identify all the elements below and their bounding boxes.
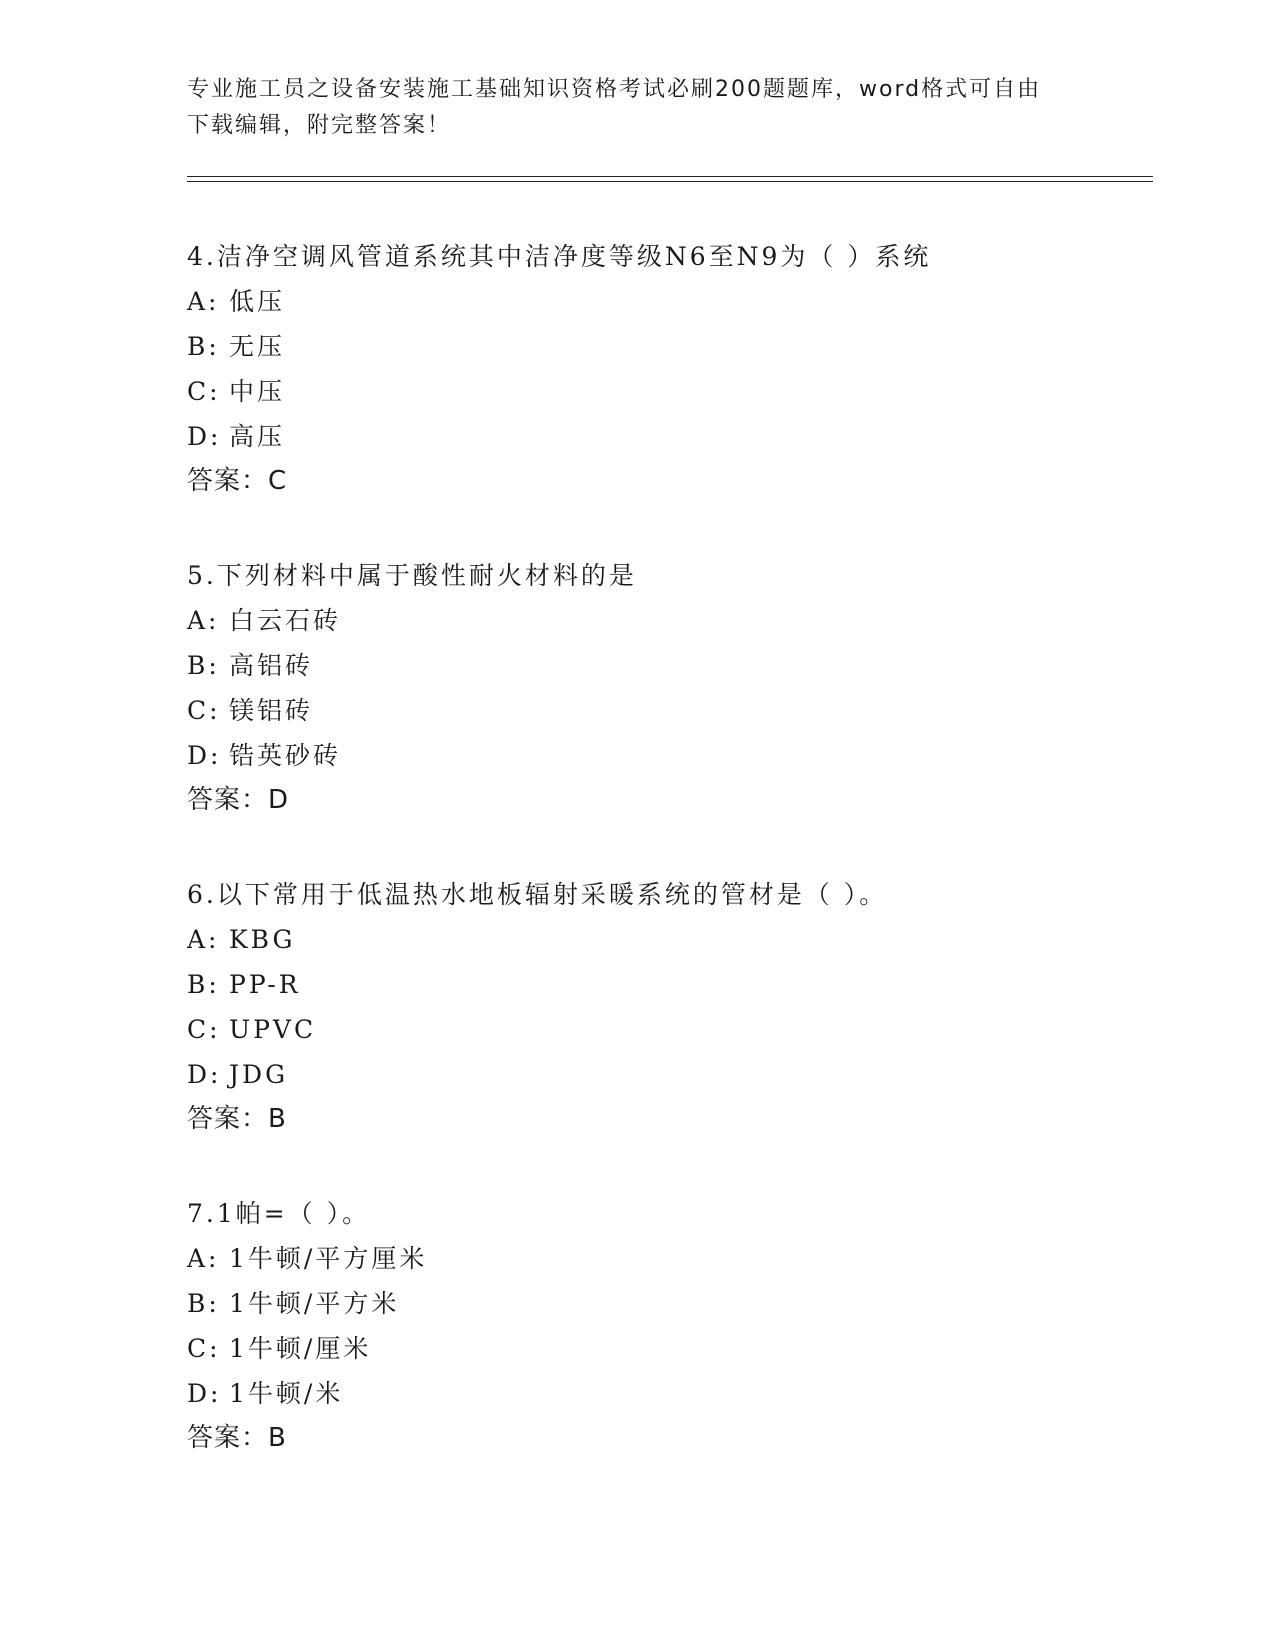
option-text: 白云石砖 bbox=[229, 606, 342, 635]
option-d bbox=[187, 414, 1167, 459]
question-7 bbox=[187, 1191, 1167, 1461]
option-c bbox=[187, 1007, 1167, 1052]
option-a bbox=[187, 279, 1167, 324]
option-letter: D: bbox=[187, 1060, 222, 1089]
option-text: 锆英砂砖 bbox=[229, 741, 342, 770]
option-d bbox=[187, 1371, 1167, 1416]
option-text: 高压 bbox=[229, 422, 286, 451]
option-letter: A: bbox=[187, 287, 220, 316]
option-text: 1牛顿/厘米 bbox=[229, 1334, 372, 1363]
option-letter: C: bbox=[187, 696, 221, 725]
option-b bbox=[187, 1281, 1167, 1326]
option-letter: A: bbox=[187, 606, 220, 635]
question-4 bbox=[187, 234, 1167, 504]
option-text: 1牛顿/平方米 bbox=[229, 1289, 400, 1318]
option-b bbox=[187, 643, 1167, 688]
answer: 答案：B bbox=[187, 1104, 287, 1134]
option-letter: B: bbox=[187, 651, 220, 680]
answer: 答案：C bbox=[187, 466, 288, 496]
option-b bbox=[187, 324, 1167, 369]
option-c bbox=[187, 369, 1167, 414]
question-5 bbox=[187, 553, 1167, 823]
option-text: 低压 bbox=[229, 287, 286, 316]
option-text: 1牛顿/平方厘米 bbox=[229, 1244, 428, 1273]
option-text: 无压 bbox=[229, 332, 286, 361]
option-letter: C: bbox=[187, 1015, 221, 1044]
option-letter: B: bbox=[187, 1289, 220, 1318]
option-text: 镁铝砖 bbox=[229, 696, 314, 725]
option-text: KBG bbox=[229, 925, 296, 954]
option-text: 中压 bbox=[229, 377, 286, 406]
question-text: 4.洁净空调风管道系统其中洁净度等级N6至N9为（ ）系统 bbox=[187, 242, 932, 271]
document-header bbox=[187, 72, 1067, 144]
option-d bbox=[187, 1052, 1167, 1097]
option-b bbox=[187, 962, 1167, 1007]
option-letter: B: bbox=[187, 332, 220, 361]
question-text: 7.1帕=（ ）。 bbox=[187, 1199, 371, 1228]
option-d bbox=[187, 733, 1167, 778]
option-c bbox=[187, 1326, 1167, 1371]
option-letter: C: bbox=[187, 377, 221, 406]
option-a bbox=[187, 917, 1167, 962]
option-text: 高铝砖 bbox=[229, 651, 314, 680]
option-a bbox=[187, 598, 1167, 643]
option-text: 1牛顿/米 bbox=[229, 1379, 344, 1408]
header-line-2: 下载编辑，附完整答案！ bbox=[187, 113, 452, 138]
option-text: JDG bbox=[229, 1060, 289, 1089]
question-6 bbox=[187, 872, 1167, 1142]
question-text: 6.以下常用于低温热水地板辐射采暖系统的管材是（ ）。 bbox=[187, 880, 888, 909]
option-letter: B: bbox=[187, 970, 220, 999]
option-letter: A: bbox=[187, 1244, 220, 1273]
header-line-1: 专业施工员之设备安装施工基础知识资格考试必刷200题题库，word格式可自由 bbox=[187, 77, 1042, 102]
option-letter: C: bbox=[187, 1334, 221, 1363]
header-divider-top bbox=[187, 176, 1153, 177]
option-a bbox=[187, 1236, 1167, 1281]
option-letter: D: bbox=[187, 1379, 222, 1408]
option-letter: D: bbox=[187, 422, 222, 451]
option-letter: D: bbox=[187, 741, 222, 770]
option-c bbox=[187, 688, 1167, 733]
question-text: 5.下列材料中属于酸性耐火材料的是 bbox=[187, 561, 637, 590]
header-divider-bottom bbox=[187, 181, 1153, 182]
option-letter: A: bbox=[187, 925, 220, 954]
answer: 答案：D bbox=[187, 785, 290, 815]
option-text: PP-R bbox=[229, 970, 301, 999]
answer: 答案：B bbox=[187, 1423, 287, 1453]
option-text: UPVC bbox=[229, 1015, 317, 1044]
